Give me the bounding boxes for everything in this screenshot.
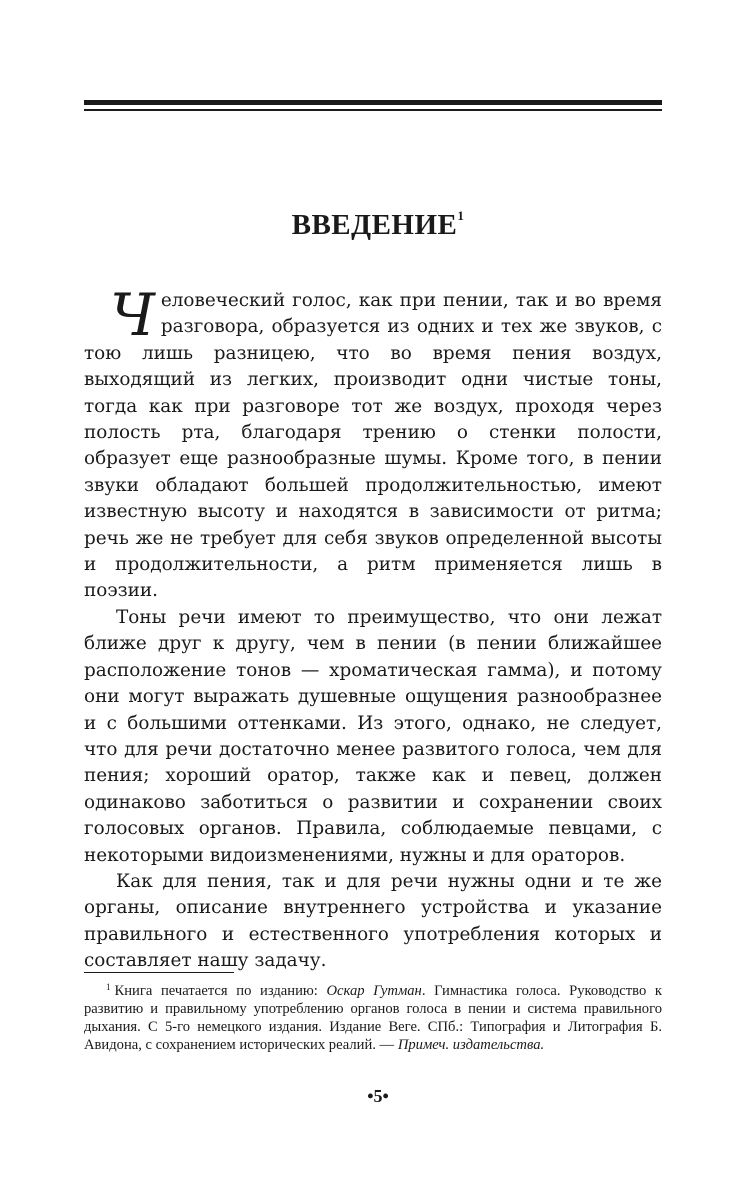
paragraph-3: Как для пения, так и для речи нужны одни и те же органы, описание внутреннего устройства и указание правильного и естественного употребления которых и составляет нашу задачу. <box>84 870 662 972</box>
drop-cap: Ч <box>110 281 155 349</box>
chapter-title-text: ВВЕДЕНИЕ <box>291 209 458 241</box>
header-rule-thick <box>84 100 662 105</box>
paragraph-1 <box>84 281 662 605</box>
footnote-separator <box>84 972 234 973</box>
footnote-text: . Гимнастика голоса. Руководство к развитию и правильному употреблению органов голоса в пении и система правильного дыхания. С 5-го немецкого издания. Издание Веге. СПб.: Типография и Литография Б. Авидона, с сохранением исторических реалий. — <box>84 983 662 1053</box>
footnote-reference[interactable]: 1 <box>457 208 465 223</box>
page-number: •5• <box>367 1086 389 1106</box>
paragraph-1-text: еловеческий голос, как при пении, так и во время разговора, образуется из одних и тех же звуков, с тою лишь разницею, что во время пения воздух, выходящий из легких, производит одни чистые тоны, тогда как при разговоре тот же воздух, проходя через полость рта, благодаря трению о стенки полости, образует еще разнообразные шумы. Кроме того, в пении звуки обладают большей продолжительностью, имеют известную высоту и находятся в зависимости от ритма; речь же не требует для себя звуков определенной высоты и продолжительности, а ритм применяется лишь в поэзии. <box>84 290 662 602</box>
paragraph-2: Тоны речи имеют то преимущество, что они лежат ближе друг к другу, чем в пении (в пении ближайшее расположение тонов — хроматическая гамма), и потому они могут выражать душевные ощущения разнообразнее и с большими оттенками. Из этого, однако, не следует, что для речи достаточно менее развитого голоса, чем для пения; хороший оратор, также как и певец, должен одинаково заботиться о развитии и сохранении своих голосовых органов. Правила, соблюдаемые певцами, с некоторыми видоизменениями, нужны и для ораторов. <box>84 606 662 866</box>
body-text <box>84 281 662 975</box>
footnote-mark: 1 <box>106 982 111 992</box>
chapter-title <box>0 208 756 242</box>
footnote-author: Оскар Гутман <box>326 983 422 999</box>
footnote <box>84 978 662 1054</box>
footnote-lead: Книга печатается по изданию: <box>114 983 318 999</box>
header-rule-thin <box>84 109 662 111</box>
footnote-note: Примеч. издательства. <box>397 1037 545 1053</box>
